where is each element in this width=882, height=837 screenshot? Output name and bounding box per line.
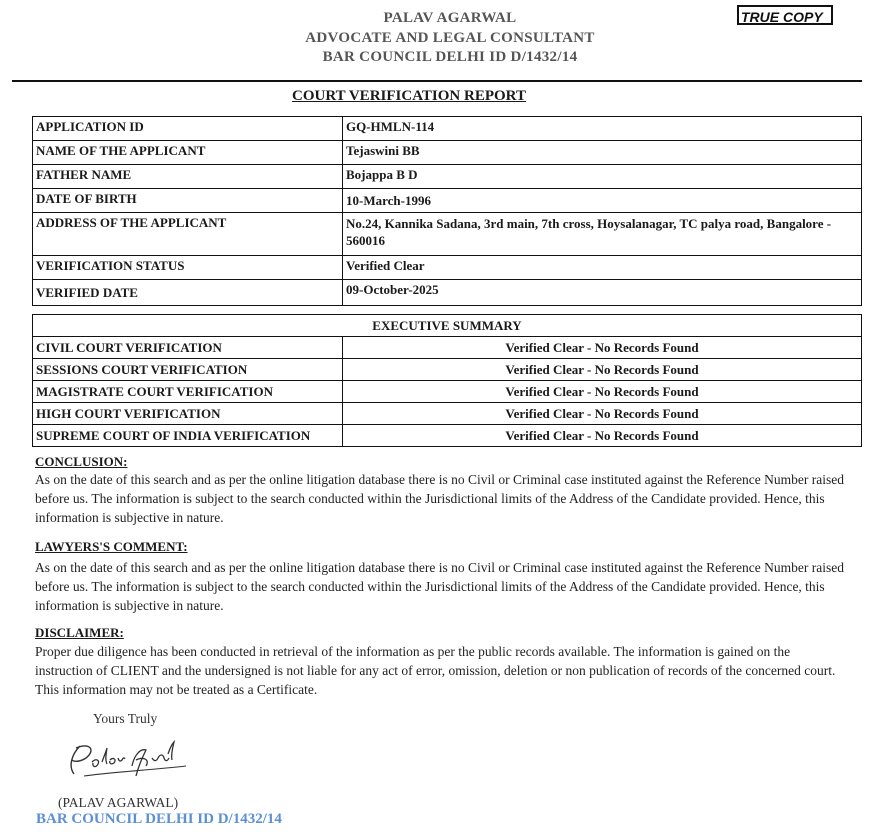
detail-value: Verified Clear — [343, 256, 862, 280]
table-row — [33, 213, 862, 256]
table-row — [33, 381, 862, 403]
table-row — [33, 359, 862, 381]
detail-value: Tejaswini BB — [343, 141, 862, 165]
detail-label: NAME OF THE APPLICANT — [33, 141, 343, 165]
table-row — [33, 189, 862, 213]
table-row — [33, 256, 862, 280]
summary-label: SUPREME COURT OF INDIA VERIFICATION — [33, 425, 343, 447]
table-row — [33, 315, 862, 337]
detail-label: VERIFIED DATE — [33, 280, 343, 306]
report-title: COURT VERIFICATION REPORT — [292, 88, 526, 104]
lawyers-comment-heading: LAWYERS'S COMMENT: — [35, 539, 188, 554]
detail-label: APPLICATION ID — [33, 117, 343, 141]
signatory-bar-id: BAR COUNCIL DELHI ID D/1432/14 — [36, 811, 282, 827]
signatory-name: (PALAV AGARWAL) — [58, 795, 179, 810]
table-row — [33, 280, 862, 306]
summary-label: MAGISTRATE COURT VERIFICATION — [33, 381, 343, 403]
summary-value: Verified Clear - No Records Found — [343, 337, 862, 359]
detail-label: DATE OF BIRTH — [33, 189, 343, 213]
detail-value: No.24, Kannika Sadana, 3rd main, 7th cross, Hoysalanagar, TC palya road, Bangalore - 560016 — [343, 213, 862, 256]
disclaimer-heading: DISCLAIMER: — [35, 625, 124, 640]
conclusion-heading: CONCLUSION: — [35, 454, 128, 469]
handwritten-signature — [62, 736, 192, 786]
closing-text: Yours Truly — [93, 711, 158, 726]
summary-label: CIVIL COURT VERIFICATION — [33, 337, 343, 359]
conclusion-text: As on the date of this search and as per the online litigation database there is no Civil or Criminal case instituted against the Reference Number raised before us. The information is subject to the search conducted within the Jurisdictional limits of the Address of the Candidate provided. Hence, this information is subjective in nature. — [35, 472, 845, 525]
summary-label: HIGH COURT VERIFICATION — [33, 403, 343, 425]
executive-summary-table — [32, 314, 862, 447]
detail-label: ADDRESS OF THE APPLICANT — [33, 213, 343, 256]
summary-value: Verified Clear - No Records Found — [343, 359, 862, 381]
detail-value: 10-March-1996 — [343, 189, 862, 213]
detail-label: FATHER NAME — [33, 165, 343, 189]
table-row — [33, 165, 862, 189]
letterhead-bar-id: BAR COUNCIL DELHI ID D/1432/14 — [322, 49, 578, 65]
lawyers-comment-text: As on the date of this search and as per the online litigation database there is no Civil or Criminal case instituted against the Reference Number raised before us. The information is subject to the search conducted within the Jurisdictional limits of the Address of the Candidate provided. Hence, this information is subjective in nature. — [35, 560, 845, 613]
letterhead-name: PALAV AGARWAL — [383, 10, 517, 26]
summary-label: SESSIONS COURT VERIFICATION — [33, 359, 343, 381]
header-divider — [12, 80, 862, 82]
table-row — [33, 403, 862, 425]
detail-value: Bojappa B D — [343, 165, 862, 189]
detail-value: 09-October-2025 — [343, 280, 862, 306]
detail-label: VERIFICATION STATUS — [33, 256, 343, 280]
disclaimer-text: Proper due diligence has been conducted in retrieval of the information as per the public records available. The information is gained on the instruction of CLIENT and the undersigned is not liable for any act of error, omission, deletion or non publication of records of the concerned court. This information may not be treated as a Certificate. — [35, 644, 836, 697]
true-copy-stamp: TRUE COPY — [737, 5, 833, 25]
letterhead-title: ADVOCATE AND LEGAL CONSULTANT — [305, 30, 595, 46]
table-row — [33, 425, 862, 447]
applicant-details-table — [32, 116, 862, 306]
summary-value: Verified Clear - No Records Found — [343, 425, 862, 447]
table-row — [33, 117, 862, 141]
detail-value: GQ-HMLN-114 — [343, 117, 862, 141]
summary-heading: EXECUTIVE SUMMARY — [33, 315, 862, 337]
table-row — [33, 141, 862, 165]
summary-value: Verified Clear - No Records Found — [343, 381, 862, 403]
table-row — [33, 337, 862, 359]
summary-value: Verified Clear - No Records Found — [343, 403, 862, 425]
